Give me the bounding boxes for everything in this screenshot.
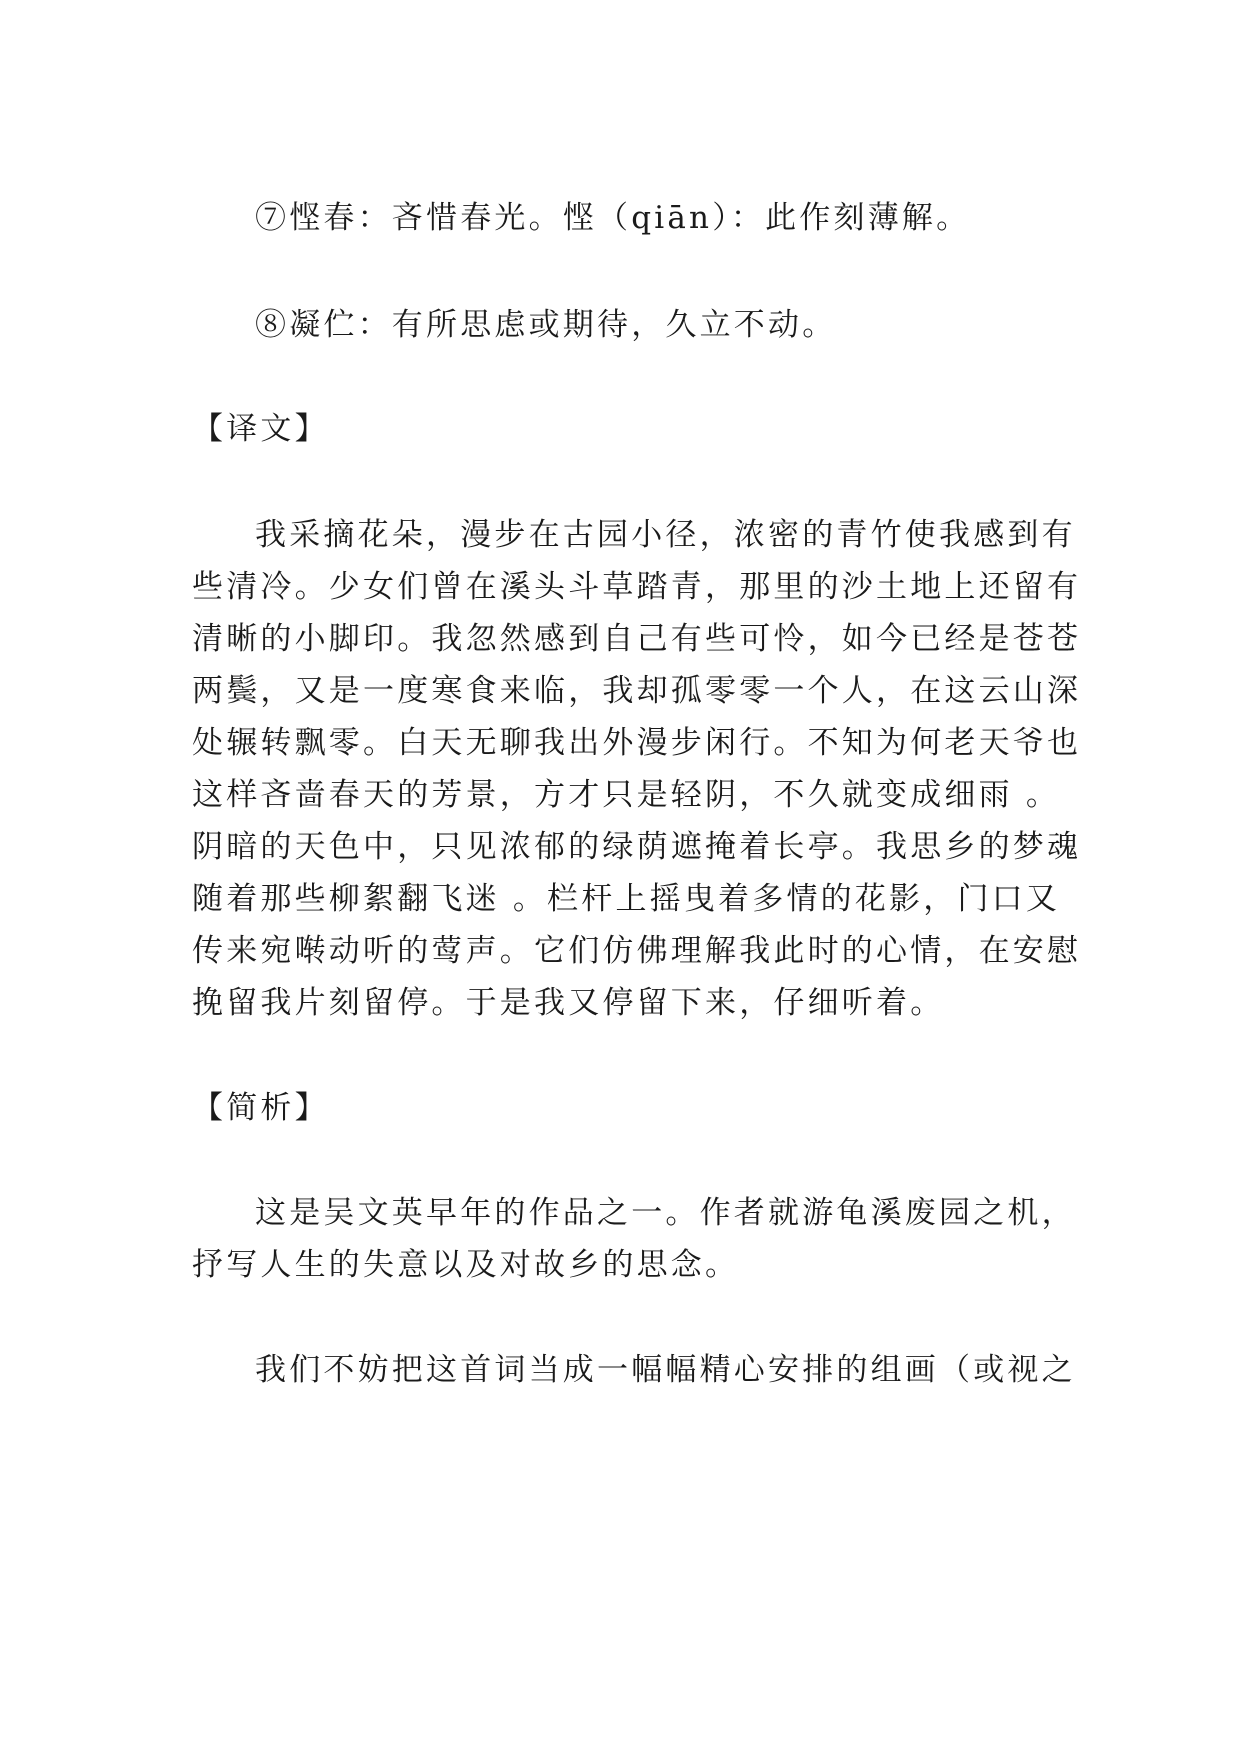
analysis-line: 抒写人生的失意以及对故乡的思念。	[192, 1247, 740, 1283]
translation-line: 挽留我片刻留停。于是我又停留下来，仔细听着。	[192, 985, 945, 1021]
translation-line: 随着那些柳絮翻飞迷 。栏杆上摇曳着多情的花影，门口又	[192, 881, 1061, 917]
analysis-line: 我们不妨把这首词当成一幅幅精心安排的组画（或视之	[255, 1352, 1076, 1388]
annotation-7: ⑦悭春：吝惜春光。悭（qiān）：此作刻薄解。	[255, 200, 971, 236]
analysis-line: 这是吴文英早年的作品之一。作者就游龟溪废园之机，	[255, 1195, 1076, 1231]
translation-line: 这样吝啬春天的芳景，方才只是轻阴，不久就变成细雨 。	[192, 777, 1061, 813]
translation-line: 阴暗的天色中，只见浓郁的绿荫遮掩着长亭。我思乡的梦魂	[192, 829, 1082, 865]
translation-line: 些清冷。少女们曾在溪头斗草踏青，那里的沙土地上还留有	[192, 569, 1082, 605]
translation-heading: 【译文】	[192, 411, 329, 447]
annotation-8: ⑧凝伫：有所思虑或期待，久立不动。	[255, 307, 837, 343]
translation-line: 我采摘花朵，漫步在古园小径，浓密的青竹使我感到有	[255, 517, 1076, 553]
analysis-heading: 【简析】	[192, 1090, 329, 1126]
translation-line: 两鬓，又是一度寒食来临，我却孤零零一个人，在这云山深	[192, 673, 1082, 709]
translation-line: 清晰的小脚印。我忽然感到自己有些可怜，如今已经是苍苍	[192, 621, 1082, 657]
translation-line: 传来宛啭动听的莺声。它们仿佛理解我此时的心情，在安慰	[192, 933, 1082, 969]
translation-line: 处辗转飘零。白天无聊我出外漫步闲行。不知为何老天爷也	[192, 725, 1082, 761]
